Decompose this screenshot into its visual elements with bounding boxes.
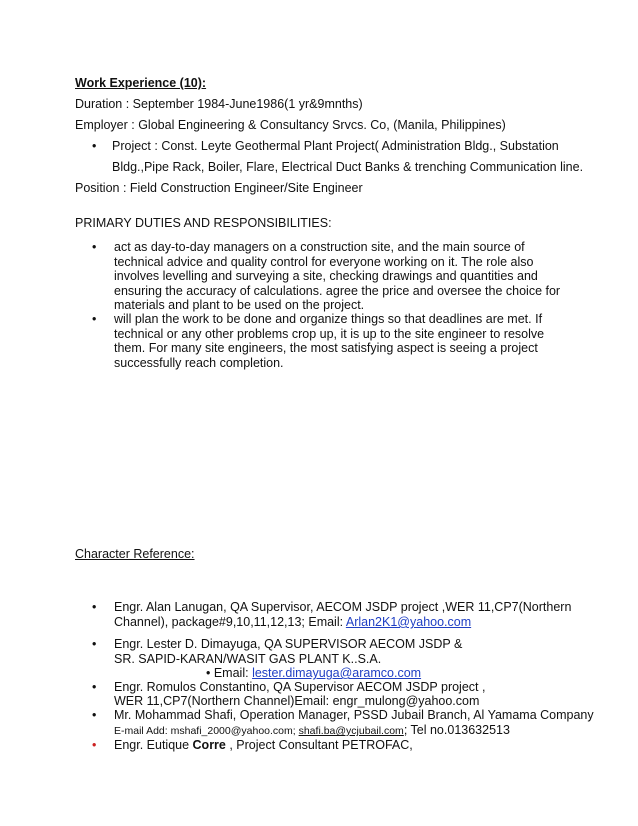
ref-5-suffix: , Project Consultant PETROFAC,: [225, 738, 413, 752]
ref-2-line-2: SR. SAPID-KARAN/WASIT GAS PLANT K..S.A.: [114, 652, 382, 666]
ref-bullet-1: •: [92, 600, 97, 614]
ref-bullet-2: •: [92, 637, 97, 651]
ref-3-line-1: Engr. Romulos Constantino, QA Supervisor AECOM JSDP project ,: [114, 680, 486, 694]
ref-4-line-1: Mr. Mohammad Shafi, Operation Manager, PSSD Jubail Branch, Al Yamama Company: [114, 708, 594, 722]
ref-2-line-1: Engr. Lester D. Dimayuga, QA SUPERVISOR AECOM JSDP &: [114, 637, 463, 651]
ref-1-email-link[interactable]: Arlan2K1@yahoo.com: [345, 615, 472, 629]
duty-item-2: will plan the work to be done and organize things so that deadlines are met. If technical or any other problems crop up, it is up to the site engineer to resolve them. For many site engineers, the most satisfying aspect is seeing a project successfully reach completion.: [114, 312, 545, 370]
ref-1-line-2-text: Channel), package#9,10,11,12,13; Email:: [114, 615, 346, 629]
ref-3-line-2: WER 11,CP7(Northern Channel)Email: engr_mulong@yahoo.com: [114, 694, 480, 708]
work-experience-heading: Work Experience (10):: [75, 76, 207, 90]
duty-bullet-1: •: [92, 240, 97, 254]
duties-heading: PRIMARY DUTIES AND RESPONSIBILITIES:: [75, 216, 332, 230]
duration-line: Duration : September 1984-June1986(1 yr&9mnths): [75, 97, 363, 111]
ref-bullet-5: •: [92, 738, 97, 752]
duty-item-1: act as day-to-day managers on a construction site, and the main source of technical advice and quality control for everyone working on it. The role also involves levelling and surveying a site, checking drawings and quantities and ensuring the accuracy of calculations. agree the price and oversee the choice for materials and plant to be used on the project.: [114, 240, 561, 312]
ref-4-email-link[interactable]: shafi.ba@ycjubail.com: [298, 725, 404, 737]
ref-2-email-label: • Email:: [206, 666, 253, 680]
ref-2-email-line: [206, 666, 421, 680]
ref-5-prefix: Engr. Eutique: [114, 738, 193, 752]
ref-5-bold-name: Corre: [192, 738, 226, 752]
position-line: Position : Field Construction Engineer/Site Engineer: [75, 181, 363, 195]
duty-bullet-2: •: [92, 312, 97, 326]
ref-5-line: [114, 738, 413, 752]
employer-line: Employer : Global Engineering & Consultancy Srvcs. Co, (Manila, Philippines): [75, 118, 506, 132]
ref-2-email-link[interactable]: lester.dimayuga@aramco.com: [252, 666, 422, 680]
project-line-2: Bldg.,Pipe Rack, Boiler, Flare, Electrical Duct Banks & trenching Communication line.: [112, 160, 584, 174]
ref-1-line-2: [114, 615, 471, 629]
ref-4-email-label: E-mail Add: mshafi_2000@yahoo.com;: [114, 725, 299, 737]
character-reference-heading: Character Reference:: [75, 547, 195, 561]
ref-4-line-2: [114, 723, 510, 737]
ref-4-tel: ; Tel no.013632513: [403, 723, 510, 737]
ref-bullet-3: •: [92, 680, 97, 694]
ref-1-line-1: Engr. Alan Lanugan, QA Supervisor, AECOM JSDP project ,WER 11,CP7(Northern: [114, 600, 572, 614]
project-bullet: •: [92, 139, 97, 153]
ref-bullet-4: •: [92, 708, 97, 722]
project-line-1: Project : Const. Leyte Geothermal Plant Project( Administration Bldg., Substation: [112, 139, 559, 153]
